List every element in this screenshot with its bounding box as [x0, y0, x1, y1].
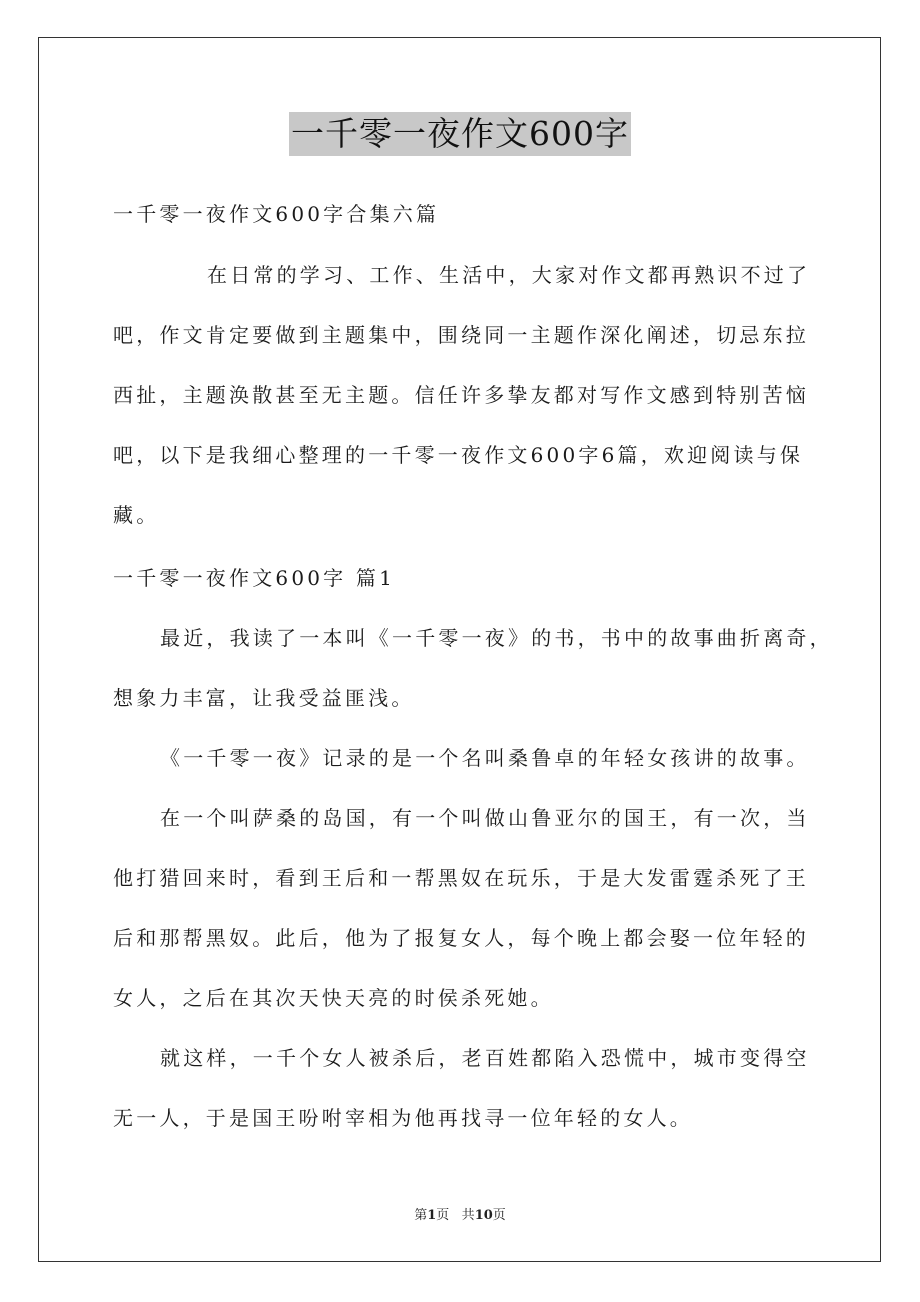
section-heading: 一千零一夜作文600字 篇1 — [113, 566, 396, 590]
title-container — [0, 112, 920, 156]
intro-line: 藏。 — [113, 503, 160, 527]
page-prefix: 第 — [414, 1208, 428, 1223]
paragraph-line: 最近，我读了一本叫《一千零一夜》的书，书中的故事曲折离奇， — [160, 626, 833, 650]
total-pages: 10 — [474, 1208, 493, 1223]
intro-line: 吧，以下是我细心整理的一千零一夜作文600字6篇，欢迎阅读与保 — [113, 443, 804, 467]
page-footer — [0, 1207, 920, 1225]
paragraph-line: 后和那帮黑奴。此后，他为了报复女人，每个晚上都会娶一位年轻的 — [113, 926, 809, 950]
document-title: 一千零一夜作文600字 — [289, 112, 631, 156]
paragraph-line: 想象力丰富，让我受益匪浅。 — [113, 686, 415, 710]
document-subtitle: 一千零一夜作文600字合集六篇 — [113, 202, 440, 226]
paragraph-line: 就这样，一千个女人被杀后，老百姓都陷入恐慌中，城市变得空 — [160, 1046, 810, 1070]
paragraph-line: 无一人，于是国王吩咐宰相为他再找寻一位年轻的女人。 — [113, 1106, 693, 1130]
paragraph-line: 女人，之后在其次天快天亮的时侯杀死她。 — [113, 986, 554, 1010]
paragraph-line: 在一个叫萨桑的岛国，有一个叫做山鲁亚尔的国王，有一次，当 — [160, 806, 810, 830]
paragraph-line: 他打猎回来时，看到王后和一帮黑奴在玩乐，于是大发雷霆杀死了王 — [113, 866, 809, 890]
total-prefix: 共 — [461, 1208, 475, 1223]
page-number: 1 — [427, 1208, 437, 1223]
intro-line: 在日常的学习、工作、生活中，大家对作文都再熟识不过了 — [207, 263, 811, 287]
intro-line: 吧，作文肯定要做到主题集中，围绕同一主题作深化阐述，切忌东拉 — [113, 323, 809, 347]
intro-line: 西扯，主题涣散甚至无主题。信任许多挚友都对写作文感到特别苦恼 — [113, 383, 809, 407]
page-suffix: 页 — [436, 1208, 450, 1223]
paragraph-line: 《一千零一夜》记录的是一个名叫桑鲁卓的年轻女孩讲的故事。 — [160, 746, 810, 770]
total-suffix: 页 — [492, 1208, 506, 1223]
